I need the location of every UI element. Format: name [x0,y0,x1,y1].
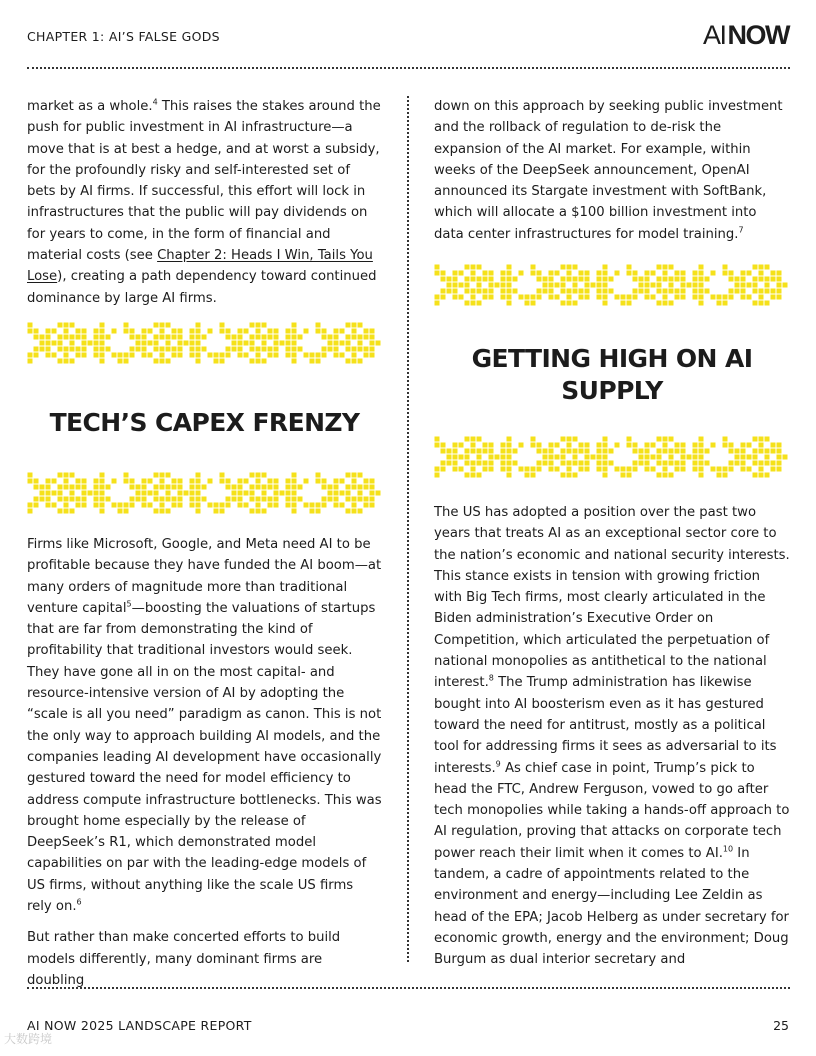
footnote-marker: 6 [76,897,82,907]
text-run: down on this approach by seeking public investment and the rollback of regulation to de-risk the expansion of the AI market. For example, within weeks of the DeepSeek announcement, OpenAI announced its Stargate investment with SoftBank, which will allocate a $100 billion investment into data center infrastructures for model training. [434,99,783,242]
text-run: —boosting the valuations of startups that are far from demonstrating the kind of profitability that traditional investors would seek. They have gone all in on the most capital- and resource-intensive version of AI by adopting the “scale is all you need” paradigm as canon. This is not the only way to approach building AI models, and the companies leading AI development have occasionally gestured toward the need for model efficiency to address compute infrastructure bottlenecks. This was brought home especially by the release of DeepSeek’s R1, which demonstrated model capabilities on par with the leading-edge models of US firms, without anything like the scale US firms rely on. [27,600,382,915]
paragraph [434,502,790,971]
text-run: In tandem, a cadre of appointments related to the environment and energy—including Lee Zeldin as head of the EPA; Jacob Helberg as under secretary for economic growth, energy and the environment; Doug Burgum as dual interior secretary and [434,845,789,968]
text-run: This raises the stakes around the push for public investment in AI infrastructure—a move that is at best a hedge, and at worst a subsidy, for the profoundly risky and self-interested set of bets by AI firms. If successful, this effort will lock in infrastructures that the public will pay dividends on for years to come, in the form of financial and material costs (see [27,99,381,264]
footnote-marker: 10 [722,844,734,854]
text-run: As chief case in point, Trump’s pick to head the FTC, Andrew Ferguson, vowed to go after tech monopolies while taking a hands-off approach to AI regulation, proving that attacks on corporate tech power reach their limit when it comes to AI. [434,760,790,861]
text-run: Firms like Microsoft, Google, and Meta need AI to be profitable because they have funded the AI boom—at many orders of magnitude more than traditional venture capital [27,537,382,616]
ornament-left-bottom [27,472,382,514]
paragraph [27,534,382,917]
footer-divider [27,987,790,989]
paragraph [434,96,790,245]
text-run: market as a whole. [27,99,153,114]
section-heading-capex: TECH’S CAPEX FRENZY [49,408,360,437]
text-run: The Trump administration has likewise bought into AI boosterism even as it has gestured toward the need for antitrust, mostly as a political tool for addressing firms it sees as adversarial to its interests. [434,675,777,776]
ornament-right-bottom [434,436,790,478]
section-heading-supply: GETTING HIGH ON AI SUPPLY [471,344,753,405]
footnote-marker: 4 [152,97,158,107]
column-divider [407,96,409,962]
paragraph [27,96,382,309]
cross-reference-link[interactable]: Chapter 2: Heads I Win, Tails You Lose [27,248,373,285]
ornament-left-top [27,322,382,364]
page-number: 25 [773,1018,789,1033]
text-run: The US has adopted a position over the past two years that treats AI as an exceptional sector core to the nation’s economic and national security interests. This stance exists in tension with growing friction with Big Tech firms, most clearly articulated in the Biden administration’s Executive Order on Competition, which articulated the perpetuation of national monopolies as antithetical to the national interest. [434,505,790,691]
chapter-title: CHAPTER 1: AI’S FALSE GODS [27,29,220,44]
ornament-right-top [434,264,790,306]
right-column-intro [434,96,790,255]
right-column-body [434,502,790,981]
footer-report-title: AI NOW 2025 LANDSCAPE REPORT [27,1018,252,1033]
left-column-intro [27,96,382,319]
header-divider [27,67,790,69]
footnote-marker: 8 [488,673,494,683]
footnote-marker: 9 [495,759,501,769]
text-run: ), creating a path dependency toward continued dominance by large AI firms. [27,269,377,306]
watermark: 大数跨境 [4,1032,53,1046]
text-run: But rather than make concerted efforts to build models differently, many dominant firms are doubling [27,930,341,988]
footnote-marker: 7 [738,225,744,235]
ai-now-logo: AINOW [703,20,789,50]
left-column-body [27,534,382,1001]
footnote-marker: 5 [126,599,132,609]
paragraph [27,927,382,991]
